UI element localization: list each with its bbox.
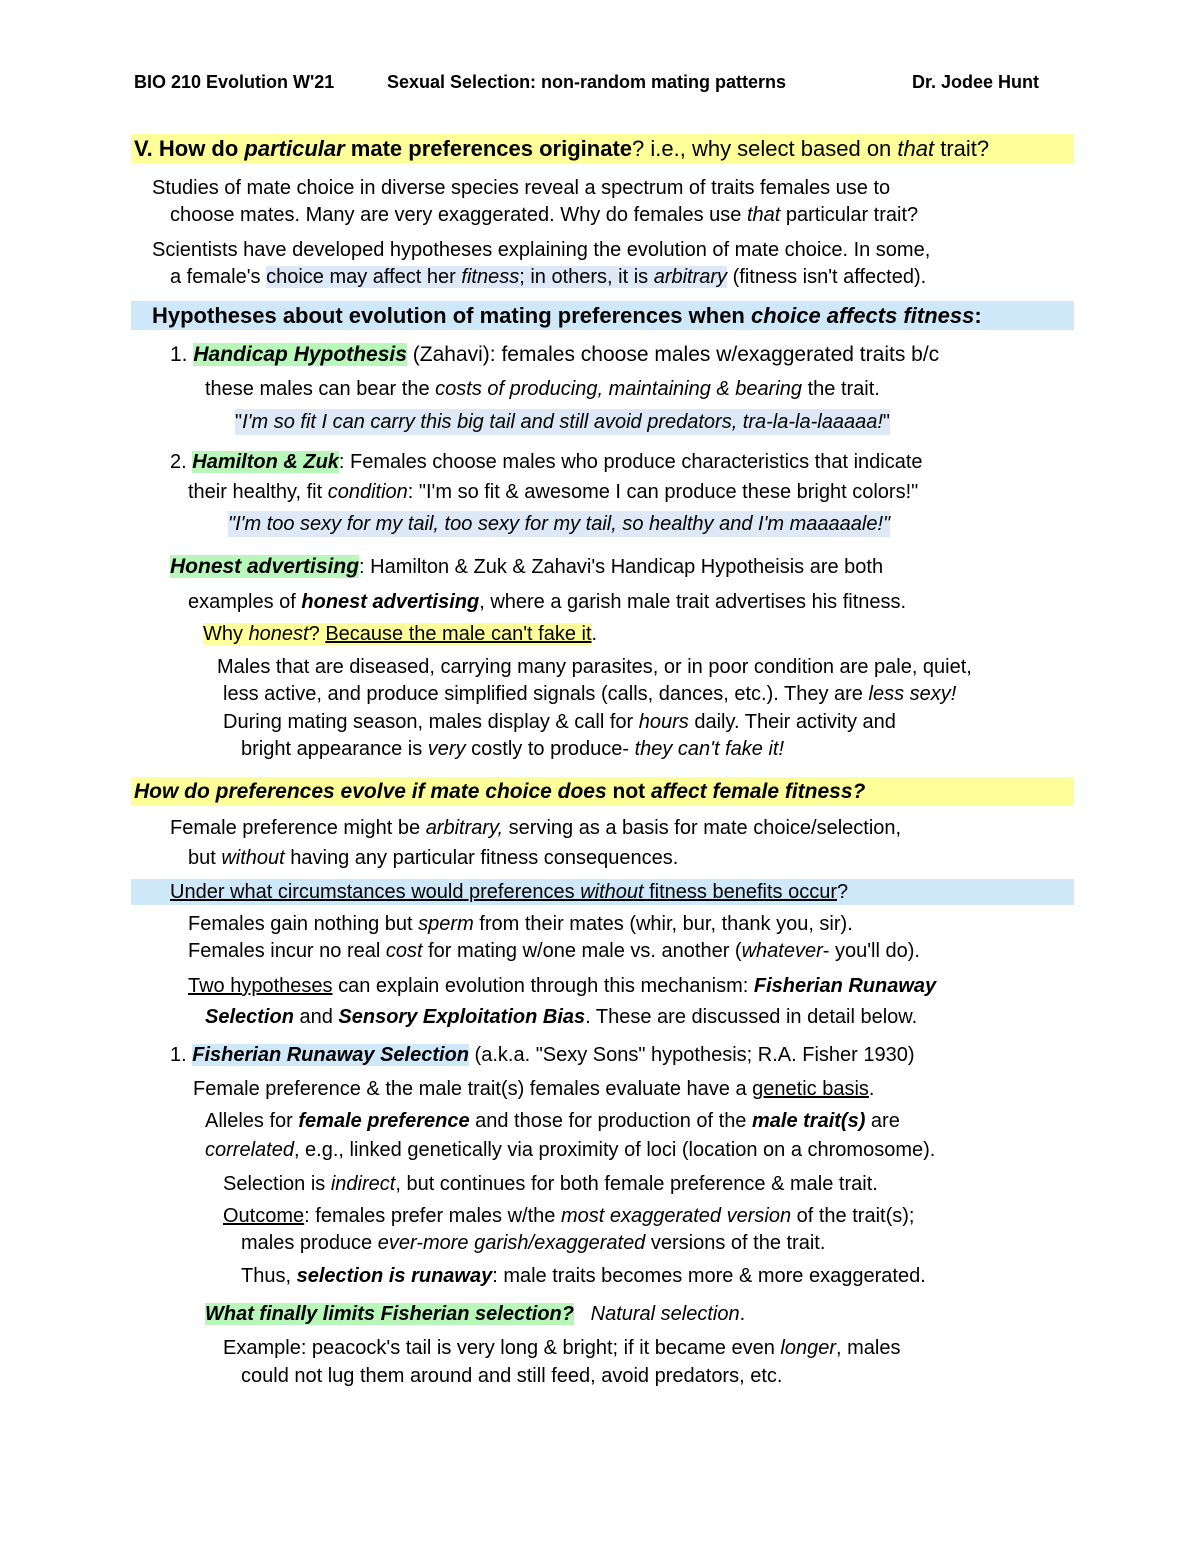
two-hypotheses-line-2: Selection and Sensory Exploitation Bias. These are discussed in detail below. — [205, 1006, 918, 1028]
males-line-2: less active, and produce simplified signals (calls, dances, etc.). They are less sexy! — [223, 683, 957, 705]
fisher-line-1: 1. Fisherian Runaway Selection (a.k.a. "Sexy Sons" hypothesis; R.A. Fisher 1930) — [170, 1044, 915, 1066]
handicap-line-1: 1. Handicap Hypothesis (Zahavi): females choose males w/exaggerated traits b/c — [170, 343, 940, 366]
studies-line-2: choose mates. Many are very exaggerated. Why do females use that particular trait? — [170, 204, 919, 226]
honest-line-2: examples of honest advertising, where a garish male trait advertises his fitness. — [188, 591, 907, 613]
handicap-quote: "I'm so fit I can carry this big tail and still avoid predators, tra-la-la-laaaaa!" — [235, 411, 890, 433]
gain-line-2: Females incur no real cost for mating w/one male vs. another (whatever- you'll do). — [188, 940, 920, 962]
fitness-heading: Hypotheses about evolution of mating preferences when choice affects fitness: — [152, 303, 982, 328]
why-honest-line: Why honest? Because the male can't fake it. — [203, 623, 598, 645]
fisher-thus: Thus, selection is runaway: male traits becomes more & more exaggerated. — [241, 1265, 926, 1287]
course-title: BIO 210 Evolution W'21 — [134, 72, 335, 92]
honest-term: Honest advertising — [170, 555, 360, 578]
topic-title: Sexual Selection: non-random mating patterns — [387, 72, 787, 92]
hamilton-quote: "I'm too sexy for my tail, too sexy for my tail, so healthy and I'm maaaaale!" — [228, 513, 891, 535]
two-hypotheses-line-1: Two hypotheses can explain evolution through this mechanism: Fisherian Runaway — [188, 975, 937, 997]
handicap-term: Handicap Hypothesis — [193, 343, 407, 366]
fisher-example-1: Example: peacock's tail is very long & bright; if it became even longer, males — [223, 1337, 901, 1359]
hamilton-line-1: 2. Hamilton & Zuk: Females choose males who produce characteristics that indicate — [170, 451, 923, 473]
honest-line-1: Honest advertising: Hamilton & Zuk & Zahavi's Handicap Hypotheisis are both — [170, 555, 884, 578]
instructor-name: Dr. Jodee Hunt — [912, 72, 1040, 92]
arbitrary-line-1: Female preference might be arbitrary, serving as a basis for mate choice/selection, — [170, 817, 902, 839]
studies-line-1: Studies of mate choice in diverse species reveal a spectrum of traits females use to — [152, 177, 891, 199]
fisher-outcome-2: males produce ever-more garish/exaggerated versions of the trait. — [241, 1232, 826, 1254]
scientists-line-1: Scientists have developed hypotheses explaining the evolution of mate choice. In some, — [152, 239, 931, 261]
males-line-3: During mating season, males display & call for hours daily. Their activity and — [223, 711, 896, 733]
gain-line-1: Females gain nothing but sperm from their mates (whir, bur, thank you, sir). — [188, 913, 853, 935]
hamilton-term: Hamilton & Zuk — [192, 451, 339, 473]
fisher-example-2: could not lug them around and still feed, avoid predators, etc. — [241, 1365, 783, 1387]
scientists-line-2: a female's choice may affect her fitness; in others, it is arbitrary (fitness isn't affected). — [170, 266, 927, 288]
fisher-outcome-1: Outcome: females prefer males w/the most exaggerated version of the trait(s); — [223, 1205, 915, 1227]
arbitrary-line-2: but without having any particular fitness consequences. — [188, 847, 679, 869]
fisher-term: Fisherian Runaway Selection — [192, 1044, 469, 1066]
hamilton-line-2: their healthy, fit condition: "I'm so fit & awesome I can produce these bright colors!" — [188, 481, 919, 503]
males-line-4: bright appearance is very costly to produce- they can't fake it! — [241, 738, 785, 760]
fisher-limit: What finally limits Fisherian selection? Natural selection. — [205, 1303, 746, 1325]
fisher-genetic-basis: Female preference & the male trait(s) females evaluate have a genetic basis. — [193, 1078, 875, 1100]
fisher-alleles-2: correlated, e.g., linked genetically via proximity of loci (location on a chromosome). — [205, 1139, 936, 1161]
fisher-alleles-1: Alleles for female preference and those for production of the male trait(s) are — [205, 1110, 900, 1132]
section-v-heading: V. How do particular mate preferences originate? i.e., why select based on that trait? — [134, 136, 990, 161]
arbitrary-heading: How do preferences evolve if mate choice does not affect female fitness? — [134, 780, 866, 803]
fisher-selection: Selection is indirect, but continues for both female preference & male trait. — [223, 1173, 878, 1195]
males-line-1: Males that are diseased, carrying many parasites, or in poor condition are pale, quiet, — [217, 656, 972, 678]
circumstances-question: Under what circumstances would preferences without fitness benefits occur? — [170, 881, 849, 903]
handicap-line-2: these males can bear the costs of producing, maintaining & bearing the trait. — [205, 378, 880, 400]
